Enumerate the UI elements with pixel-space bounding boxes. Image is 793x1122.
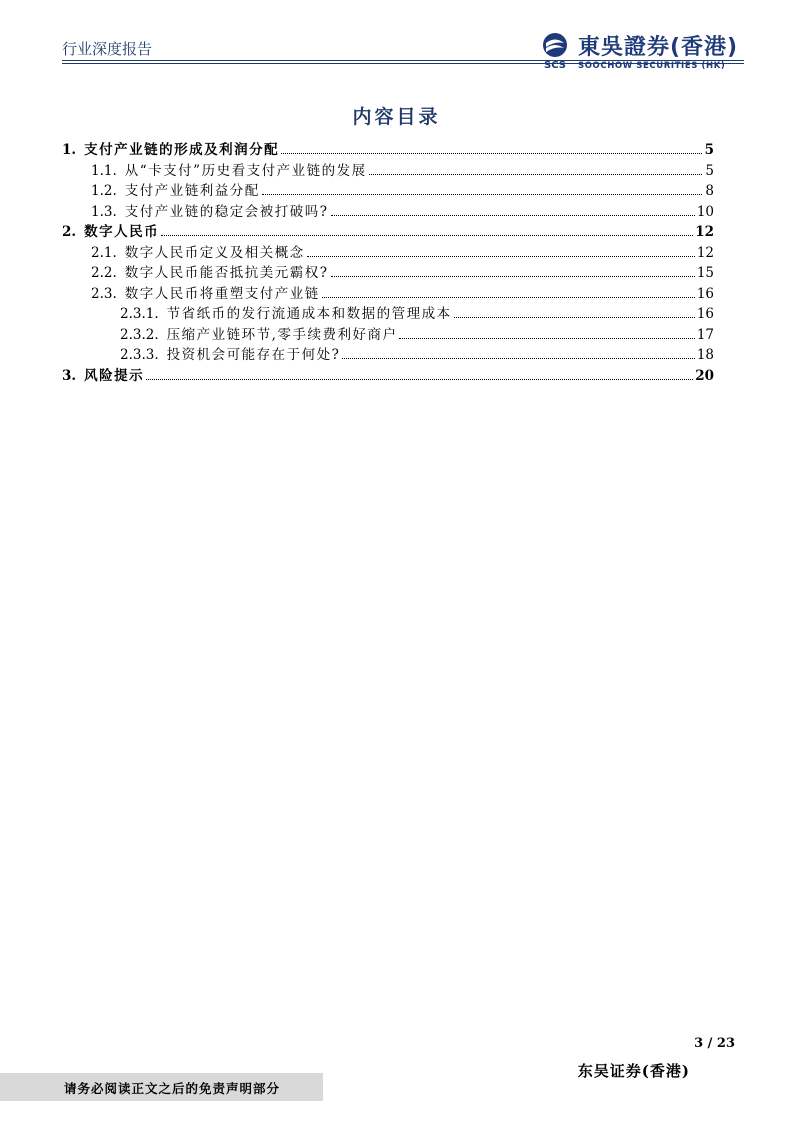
toc-entry-page: 20 <box>695 367 714 384</box>
toc-entry-1[interactable] <box>62 138 714 159</box>
footer-brand: 东吴证券(香港) <box>577 1062 690 1080</box>
toc-entry-2[interactable] <box>62 220 714 241</box>
toc-entry-title: 压缩产业链环节,零手续费利好商户 <box>166 326 398 343</box>
toc-dot-leader <box>146 367 693 380</box>
logo-chinese-name: 東吳證券(香港) <box>578 35 739 60</box>
toc-dot-leader <box>262 182 702 195</box>
toc-entry-title: 风险提示 <box>84 367 145 384</box>
toc-entry-page: 10 <box>696 203 714 220</box>
logo-mark-icon <box>536 32 574 72</box>
toc-entry-page: 18 <box>696 347 714 363</box>
toc-entry-title: 节省纸币的发行流通成本和数据的管理成本 <box>166 306 452 322</box>
report-category: 行业深度报告 <box>62 40 153 58</box>
toc-entry-title: 数字人民币定义及相关概念 <box>124 244 305 261</box>
page-number: 3 / 23 <box>694 1036 735 1051</box>
toc-entry-number: 2.3.3. <box>120 347 159 363</box>
toc-entry-title: 支付产业链的稳定会被打破吗? <box>124 203 329 220</box>
toc-dot-leader <box>322 285 695 298</box>
toc-entry-title: 数字人民币将重塑支付产业链 <box>124 285 320 302</box>
toc-entry-number: 3. <box>62 367 77 384</box>
toc-entry-3[interactable] <box>62 364 714 385</box>
toc-entry-1-2[interactable] <box>62 179 714 200</box>
toc-entry-title: 数字人民币 <box>84 224 160 240</box>
toc-entry-page: 17 <box>696 326 714 343</box>
toc-entry-2-2[interactable] <box>62 261 714 282</box>
toc-entry-title: 从“卡支付”历史看支付产业链的发展 <box>124 162 367 179</box>
toc-dot-leader <box>454 305 695 318</box>
toc-entry-number: 2.1. <box>91 244 117 261</box>
logo-mark-text: SCS <box>544 60 566 71</box>
toc-entry-1-1[interactable] <box>62 159 714 180</box>
toc-dot-leader <box>307 244 695 257</box>
toc-entry-number: 2.3.1. <box>120 306 159 322</box>
toc-entry-number: 1.2. <box>91 183 117 199</box>
toc-entry-2-3-1[interactable] <box>62 302 714 323</box>
toc-entry-page: 15 <box>696 265 714 281</box>
toc-entry-page: 16 <box>696 306 714 322</box>
toc-dot-leader <box>161 223 693 236</box>
toc-entry-2-1[interactable] <box>62 241 714 262</box>
toc-entry-number: 1. <box>62 142 77 158</box>
toc-dot-leader <box>399 326 694 339</box>
toc-entry-page: 12 <box>695 224 714 240</box>
toc-dot-leader <box>331 203 695 216</box>
toc-entry-number: 1.1. <box>91 162 117 179</box>
toc-entry-number: 1.3. <box>91 203 117 220</box>
toc-dot-leader <box>331 264 695 277</box>
toc-entry-number: 2.3. <box>91 285 117 302</box>
footer-disclaimer: 请务必阅读正文之后的免责声明部分 <box>64 1081 281 1096</box>
toc-entry-2-3-2[interactable] <box>62 323 714 344</box>
toc-entry-title: 支付产业链利益分配 <box>124 183 260 199</box>
toc-entry-title: 投资机会可能存在于何处? <box>166 347 341 363</box>
table-of-contents <box>62 138 714 384</box>
toc-entry-page: 12 <box>696 244 714 261</box>
toc-dot-leader <box>281 141 702 154</box>
toc-entry-number: 2. <box>62 224 77 240</box>
toc-title: 内容目录 <box>352 106 441 128</box>
toc-entry-2-3[interactable] <box>62 282 714 303</box>
toc-entry-title: 支付产业链的形成及利润分配 <box>84 142 280 158</box>
toc-dot-leader <box>369 162 702 175</box>
toc-entry-2-3-3[interactable] <box>62 343 714 364</box>
toc-entry-page: 5 <box>705 162 714 179</box>
toc-entry-page: 16 <box>696 285 714 302</box>
toc-entry-title: 数字人民币能否抵抗美元霸权? <box>124 265 329 281</box>
toc-dot-leader <box>342 346 694 359</box>
toc-entry-1-3[interactable] <box>62 200 714 221</box>
toc-entry-number: 2.2. <box>91 265 117 281</box>
toc-entry-page: 5 <box>704 142 714 158</box>
company-logo <box>536 30 746 74</box>
toc-entry-number: 2.3.2. <box>120 326 159 343</box>
toc-entry-page: 8 <box>705 183 714 199</box>
logo-english-name: SOOCHOW SECURITIES (HK) <box>578 61 726 71</box>
